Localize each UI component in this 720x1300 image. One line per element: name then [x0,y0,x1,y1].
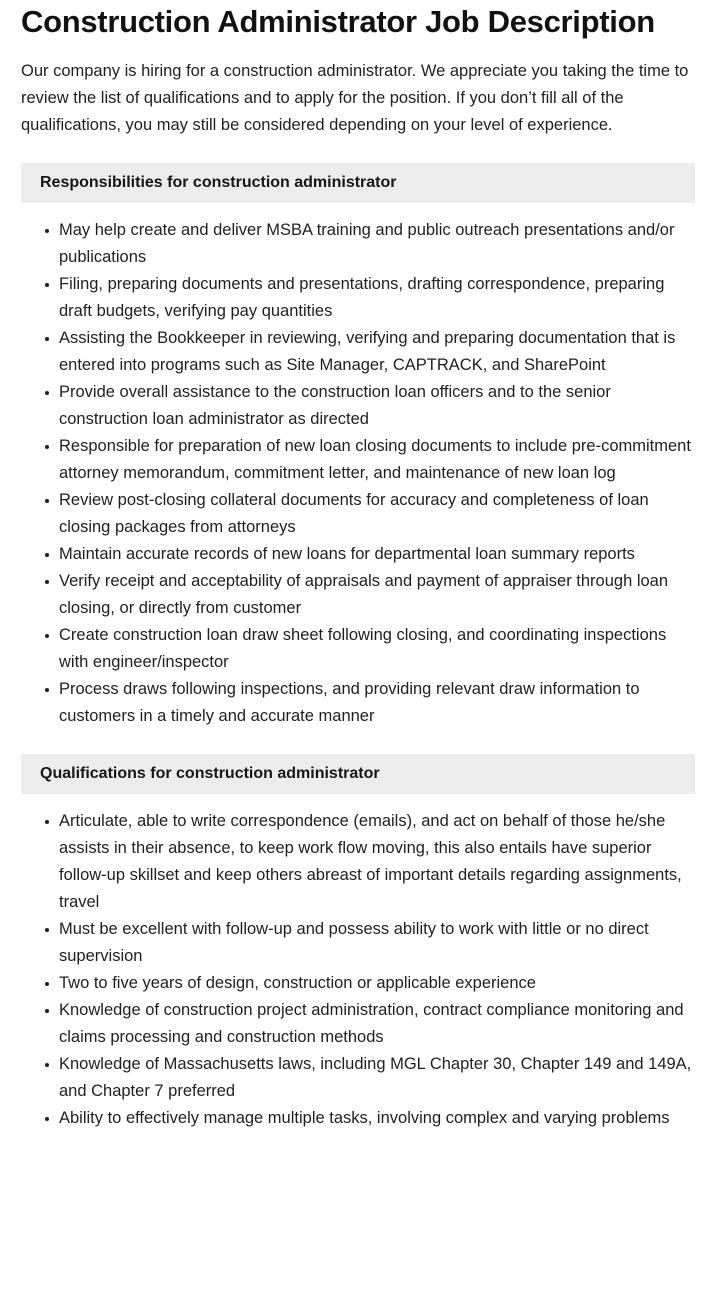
list-item: May help create and deliver MSBA training and public outreach presentations and/or publications [45,217,693,271]
page-title: Construction Administrator Job Description [21,4,655,39]
list-item: Process draws following inspections, and providing relevant draw information to customers in a timely and accurate manner [45,676,693,730]
list-item: Knowledge of construction project administration, contract compliance monitoring and claims processing and construction methods [45,997,693,1051]
section-qualifications [0,754,720,1132]
list-item: Maintain accurate records of new loans for departmental loan summary reports [45,541,693,568]
section-heading-qualifications: Qualifications for construction administrator [21,754,695,794]
list-item: Responsible for preparation of new loan closing documents to include pre-commitment attorney memorandum, commitment letter, and maintenance of new loan log [45,433,693,487]
list-item: Ability to effectively manage multiple tasks, involving complex and varying problems [45,1105,693,1132]
list-item: Review post-closing collateral documents for accuracy and completeness of loan closing packages from attorneys [45,487,693,541]
intro-paragraph: Our company is hiring for a construction administrator. We appreciate you taking the time to review the list of qualifications and to apply for the position. If you don’t fill all of the qualifications, you may still be considered depending on your level of experience. [21,62,689,134]
list-item: Provide overall assistance to the construction loan officers and to the senior construction loan administrator as directed [45,379,693,433]
list-item: Create construction loan draw sheet following closing, and coordinating inspections with engineer/inspector [45,622,693,676]
list-item: Filing, preparing documents and presentations, drafting correspondence, preparing draft budgets, verifying pay quantities [45,271,693,325]
list-item: Must be excellent with follow-up and possess ability to work with little or no direct supervision [45,916,693,970]
responsibilities-list [0,217,720,730]
section-responsibilities [0,163,720,730]
list-item: Articulate, able to write correspondence (emails), and act on behalf of those he/she assists in their absence, to keep work flow moving, this also entails have superior follow-up skillset and keep others abreast of important details regarding assignments, travel [45,808,693,916]
qualifications-list [0,808,720,1132]
section-heading-responsibilities: Responsibilities for construction administrator [21,163,695,203]
list-item: Two to five years of design, construction or applicable experience [45,970,693,997]
list-item: Knowledge of Massachusetts laws, including MGL Chapter 30, Chapter 149 and 149A, and Chapter 7 preferred [45,1051,693,1105]
bottom-spacer [0,1132,720,1172]
list-item: Assisting the Bookkeeper in reviewing, verifying and preparing documentation that is entered into programs such as Site Manager, CAPTRACK, and SharePoint [45,325,693,379]
list-item: Verify receipt and acceptability of appraisals and payment of appraiser through loan closing, or directly from customer [45,568,693,622]
